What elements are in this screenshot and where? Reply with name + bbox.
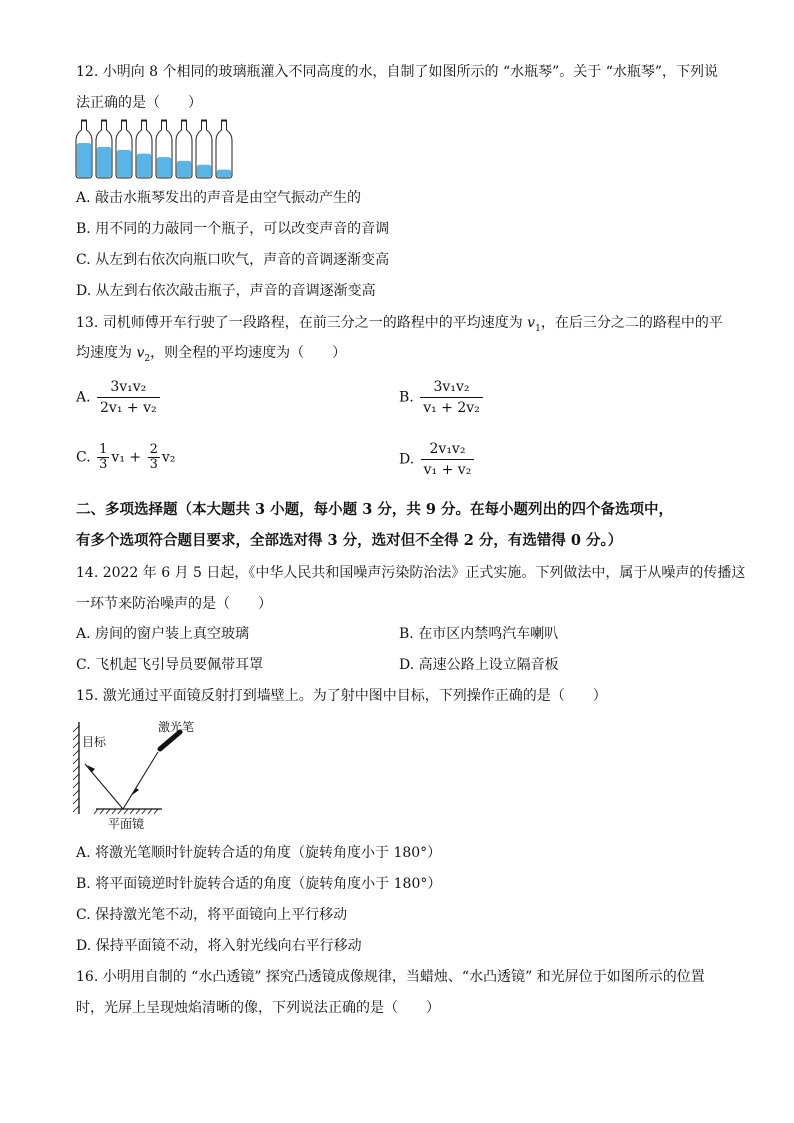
laser-mirror-figure <box>70 716 210 832</box>
water-fill <box>137 154 151 178</box>
q15-option-b: B. 将平面镜逆时针旋转合适的角度（旋转角度小于 180°） <box>76 876 442 892</box>
q13-stem-line1 <box>76 313 723 339</box>
water-fill <box>197 165 211 178</box>
water-fill <box>117 150 131 177</box>
term: v₂ <box>161 449 176 466</box>
var-v: v <box>136 345 145 361</box>
sub-2: 2 <box>144 353 151 364</box>
q13-stem-line2 <box>76 343 346 369</box>
q12-option-b: B. 用不同的力敲同一个瓶子，可以改变声音的音调 <box>76 221 390 237</box>
numerator: 3v₁v₂ <box>97 378 160 398</box>
q13-option-c <box>76 443 175 472</box>
q12-stem-line1: 12. 小明向 8 个相同的玻璃瓶灌入不同高度的水，自制了如图所示的 “水瓶琴”。关于 “水瓶琴”，下列说 <box>76 64 719 80</box>
bottle-6 <box>176 120 192 178</box>
mirror-label: 平面镜 <box>108 817 145 831</box>
water-fill <box>177 161 191 177</box>
term: v₁ + <box>111 449 146 466</box>
q14-option-b: B. 在市区内禁鸣汽车喇叭 <box>399 626 559 642</box>
wall-hatching <box>73 726 79 812</box>
bottle-4 <box>136 120 152 178</box>
numerator: 2 <box>149 442 158 457</box>
denominator: 2v₁ + v₂ <box>100 400 157 416</box>
q16-stem-line1: 16. 小明用自制的 “水凸透镜” 探究凸透镜成像规律，当蜡烛、“水凸透镜” 和光屏位于如图所示的位置 <box>76 969 705 985</box>
numerator: 2v₁v₂ <box>421 440 475 460</box>
bottle-8 <box>216 120 232 178</box>
laser-pen-label: 激光笔 <box>158 720 195 734</box>
q13-option-d <box>399 440 476 479</box>
bottle-5 <box>156 120 172 178</box>
denominator: v₁ + 2v₂ <box>423 400 480 416</box>
fraction <box>420 378 483 417</box>
q14-stem-line1: 14. 2022 年 6 月 5 日起，《中华人民共和国噪声污染防治法》正式实施。下列做法中，属于从噪声的传播这 <box>76 565 746 581</box>
denominator: v₁ + v₂ <box>423 462 472 478</box>
q12-option-d: D. 从左到右依次敲击瓶子，声音的音调逐渐变高 <box>76 283 376 299</box>
fraction <box>97 443 109 472</box>
q16-stem-line2: 时，光屏上呈现烛焰清晰的像，下列说法正确的是（ ） <box>76 1000 440 1016</box>
bottle-3 <box>116 120 132 178</box>
reflected-ray <box>85 764 123 809</box>
q13-option-b <box>399 378 485 417</box>
numerator: 1 <box>99 442 108 457</box>
q15-option-c: C. 保持激光笔不动，将平面镜向上平行移动 <box>76 907 348 923</box>
q13-text-c: 均速度为 <box>76 345 137 361</box>
denominator: 3 <box>99 457 108 472</box>
fraction <box>148 443 160 472</box>
q13-option-a <box>76 378 162 417</box>
bottle-outline <box>216 120 232 178</box>
q12-stem-line2: 法正确的是（ ） <box>76 95 202 111</box>
laser-pen <box>160 732 180 749</box>
section2-heading-line2: 有多个选项符合题目要求，全部选对得 3 分，选对但不全得 2 分，有选错得 0 分。） <box>76 532 623 549</box>
q14-stem-line2: 一环节来防治噪声的是（ ） <box>76 596 272 612</box>
q13-text-a: 13. 司机师傅开车行驶了一段路程，在前三分之一的路程中的平均速度为 <box>76 315 528 331</box>
water-fill <box>77 143 91 177</box>
option-label: A. <box>76 389 91 406</box>
target-label: 目标 <box>82 735 107 749</box>
bottle-2 <box>96 120 112 178</box>
fraction <box>97 378 160 417</box>
option-label: B. <box>399 389 414 406</box>
incident-ray <box>123 752 158 809</box>
var-v: v <box>527 315 536 331</box>
option-label: C. <box>76 449 91 466</box>
q15-option-a: A. 将激光笔顺时针旋转合适的角度（旋转角度小于 180°） <box>76 845 442 861</box>
water-fill <box>217 170 231 178</box>
water-fill <box>157 157 171 177</box>
water-fill <box>97 147 111 177</box>
q14-option-c: C. 飞机起飞引导员要佩带耳罩 <box>76 657 264 673</box>
q12-option-c: C. 从左到右依次向瓶口吹气，声音的音调逐渐变高 <box>76 252 390 268</box>
fraction <box>421 440 475 479</box>
q12-option-a: A. 敲击水瓶琴发出的声音是由空气振动产生的 <box>76 190 362 206</box>
q14-option-d: D. 高速公路上设立隔音板 <box>399 657 559 673</box>
bottle-1 <box>76 120 92 178</box>
incident-arrowhead <box>132 788 139 795</box>
bottle-7 <box>196 120 212 178</box>
water-bottles-figure <box>74 118 239 180</box>
q15-stem-line1: 15. 激光通过平面镜反射打到墙壁上。为了射中图中目标，下列操作正确的是（ ） <box>76 688 607 704</box>
q13-text-b: ，在后三分之二的路程中的平 <box>540 315 723 331</box>
q13-text-d: ，则全程的平均速度为（ ） <box>150 345 347 361</box>
option-label: D. <box>399 451 415 468</box>
q15-option-d: D. 保持平面镜不动，将入射光线向右平行移动 <box>76 938 362 954</box>
sub-1: 1 <box>535 323 541 334</box>
q14-option-a: A. 房间的窗户装上真空玻璃 <box>76 626 250 642</box>
numerator: 3v₁v₂ <box>420 378 483 398</box>
section2-heading-line1: 二、多项选择题（本大题共 3 小题，每小题 3 分，共 9 分。在每小题列出的四个备选项中， <box>76 501 674 518</box>
denominator: 3 <box>149 457 158 472</box>
mirror-hatching <box>94 809 158 814</box>
